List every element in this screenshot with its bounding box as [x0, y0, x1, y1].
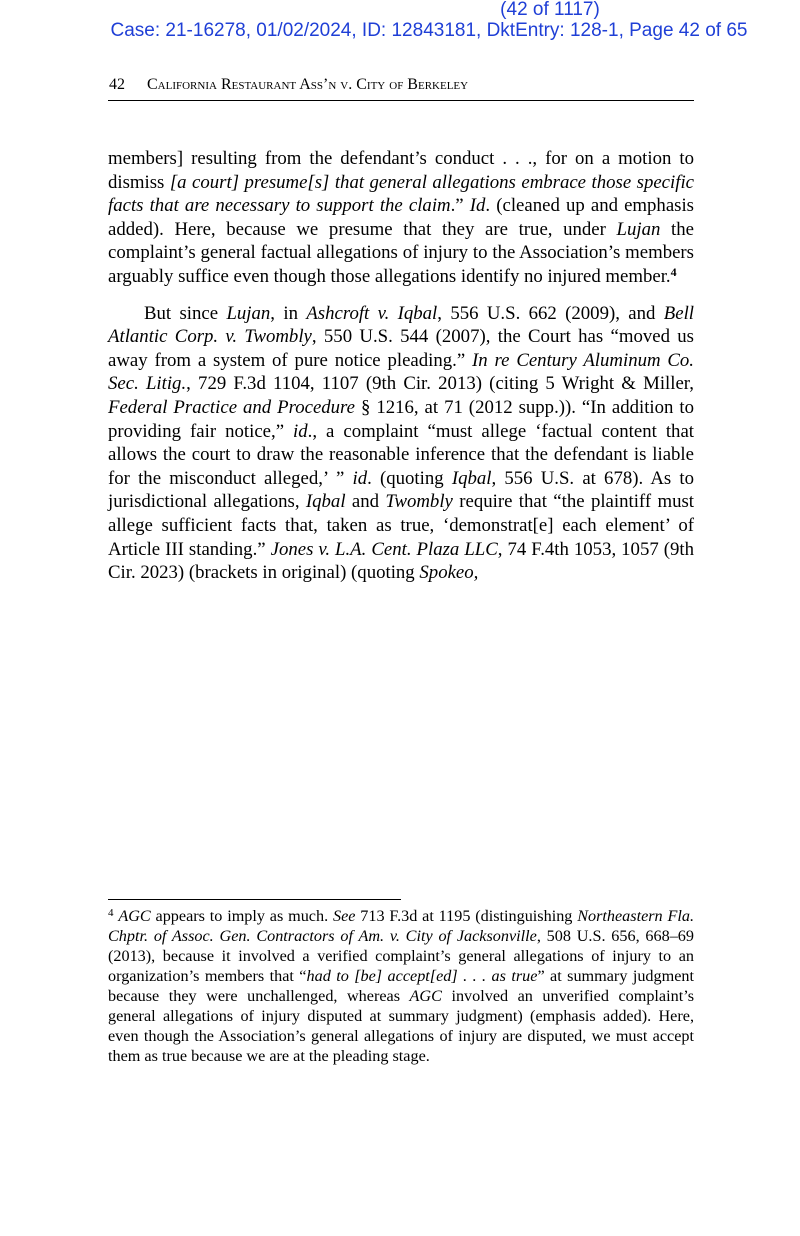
text-run: the complaint’s general factual allegations of injury to the Association’s members arguably suffice even though those allegations identify no injured member.	[108, 218, 694, 287]
text-run: , 550 U.S. 544 (2007), the Court has “moved us away from a system of pure notice pleading.”	[108, 326, 694, 371]
case-name: AGC	[409, 987, 442, 1005]
page-number: 42	[109, 76, 125, 93]
case-name: Spokeo,	[419, 562, 479, 584]
case-name: Lujan	[226, 302, 271, 324]
citation-id: Id	[469, 195, 486, 217]
case-name: Twombly	[385, 491, 453, 513]
text-run: , in	[270, 302, 307, 324]
footnote-4	[108, 906, 694, 1066]
case-name: Iqbal	[451, 467, 492, 489]
case-name: AGC	[118, 907, 151, 925]
citation-id: id	[352, 467, 368, 489]
text-run: , 556 U.S. 662 (2009), and	[437, 302, 664, 324]
text-run: ., a complaint “must allege ‘factual content that allows the court to draw the reasonable inference that the defendant is liable for the misconduct alleged,’ ”	[108, 420, 695, 489]
case-name: Iqbal	[305, 491, 346, 513]
case-name: Bell Atlantic Corp. v. Twombly	[108, 302, 695, 348]
case-name: Northeastern Fla. Chptr. of Assoc. Gen. Contractors of Am. v. City of Jacksonville	[108, 907, 695, 945]
paragraph-2	[108, 302, 694, 585]
case-name: Lujan	[616, 218, 661, 240]
running-title: California Restaurant Ass’n v. City of Berkeley	[147, 76, 469, 93]
treatise-title: Federal Practice and Procedure	[108, 396, 356, 418]
text-run: and	[345, 491, 386, 513]
footnote-number: 4	[108, 907, 114, 919]
case-name: Ashcroft v. Iqbal	[306, 302, 438, 324]
text-run: , 556 U.S. at 678). As to jurisdictional allegations,	[108, 467, 694, 513]
running-head	[108, 70, 694, 101]
text-run: But since	[144, 302, 227, 324]
text-run: . (cleaned up and emphasis added). Here, because we presume that they are true, under	[108, 195, 694, 240]
case-name: Jones v. L.A. Cent. Plaza LLC	[270, 538, 498, 560]
emphasized-quote: [a court] presume[s] that general allegations embrace those specific facts that are necessary to support the claim	[108, 171, 694, 217]
text-run: . (quoting	[367, 467, 452, 489]
citation-id: id	[293, 420, 308, 442]
case-name: In re Century Aluminum Co. Sec. Litig.	[108, 349, 694, 395]
paragraph-1	[108, 147, 694, 289]
text-run: ” at summary judgment because they were unchallenged, whereas	[108, 967, 694, 1005]
case-header-stamp: Case: 21-16278, 01/02/2024, ID: 12843181, DktEntry: 128-1, Page 42 of 65	[110, 20, 748, 41]
text-run: members] resulting from the defendant’s conduct . . ., for on a motion to dismiss	[108, 148, 694, 193]
footnote-separator	[108, 899, 401, 900]
text-run: 713 F.3d at 1195 (distinguishing	[355, 907, 578, 925]
text-run: , 729 F.3d 1104, 1107 (9th Cir. 2013) (citing 5 Wright & Miller,	[186, 373, 694, 395]
footnote-ref[interactable]: 4	[670, 264, 677, 279]
signal-word: See	[332, 907, 356, 925]
text-run: appears to imply as much.	[150, 907, 333, 925]
opinion-body	[108, 147, 694, 585]
text-run: .”	[450, 195, 470, 217]
text-run: § 1216, at 71 (2012 supp.)). “In addition to providing fair notice,”	[108, 396, 694, 442]
docket-counter: (42 of 1117)	[500, 0, 600, 20]
text-run: , 74 F.4th 1053, 1057 (9th Cir. 2023) (brackets in original) (quoting	[108, 538, 694, 584]
text-run: involved an unverified complaint’s general allegations of injury disputed at summary judgment) (emphasis added). Here, even though the Association’s general allegations of injury are disputed, we must accept them as true because we are at the pleading stage.	[108, 987, 694, 1065]
text-run: , 508 U.S. 656, 668–69 (2013), because it involved a verified complaint’s general allegations of injury to an organization’s members that “	[108, 927, 694, 985]
text-run: require that “the plaintiff must allege sufficient facts that, taken as true, ‘demonstrat[e] each element’ of Article III standing.”	[108, 491, 694, 560]
emphasized-quote: had to [be] accept[ed] . . . as true	[306, 967, 538, 985]
